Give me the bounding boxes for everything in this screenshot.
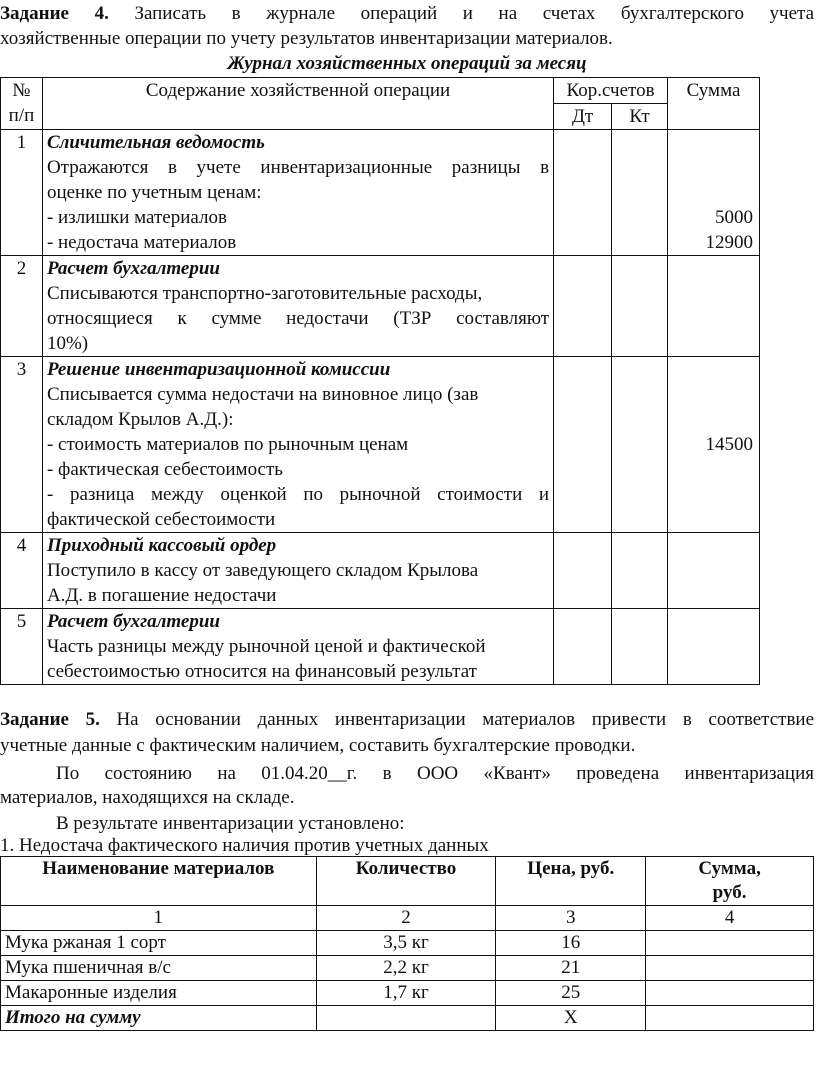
- header-quantity: Количество: [316, 857, 496, 906]
- column-number-row: [1, 906, 814, 931]
- row-line: Списываются транспортно-заготовительные расходы,: [46, 283, 483, 304]
- task4-line2: хозяйственные операции по учету результатов инвентаризации материалов.: [0, 28, 613, 49]
- row-dt: [554, 609, 612, 685]
- total-row: [1, 1006, 814, 1031]
- row-sum-value: 5000: [715, 207, 753, 228]
- row-dt: [554, 130, 612, 256]
- row-title: Расчет бухгалтерии: [46, 611, 220, 632]
- row-dt: [554, 256, 612, 357]
- header-content: Содержание хозяйственной операции: [42, 78, 553, 130]
- row-num: 2: [1, 256, 43, 357]
- row-sum: [668, 130, 760, 256]
- material-name: Мука пшеничная в/с: [1, 956, 317, 981]
- row-line: себестоимостью относится на финансовый результат: [46, 661, 477, 682]
- material-price: 21: [496, 956, 646, 981]
- row-line: - фактическая себестоимость: [46, 459, 283, 480]
- row-content: [42, 256, 553, 357]
- header-num-pp: п/п: [8, 105, 35, 126]
- total-price: Х: [496, 1006, 646, 1031]
- task4-label: Задание 4.: [0, 3, 109, 24]
- row-title: Сличительная ведомость: [46, 132, 265, 153]
- header-sum: Сумма: [668, 78, 760, 130]
- header-accounts: Кор.счетов: [554, 78, 668, 104]
- table-row: [1, 609, 760, 685]
- row-content: [42, 533, 553, 609]
- col-number: 2: [316, 906, 496, 931]
- task5-line2: учетные данные с фактическим наличием, составить бухгалтерские проводки.: [0, 735, 636, 756]
- row-line: 10%): [46, 333, 89, 354]
- row-dt: [554, 357, 612, 533]
- table-row: [1, 956, 814, 981]
- task5-para4: 1. Недостача фактического наличия против учетных данных: [0, 835, 489, 856]
- header-dt: Дт: [554, 104, 612, 130]
- task5-para2-line2: материалов, находящихся на складе.: [0, 787, 295, 808]
- row-content: [42, 130, 553, 256]
- row-line: - стоимость материалов по рыночным ценам: [46, 434, 409, 455]
- header-material-name: Наименование материалов: [1, 857, 317, 906]
- row-sum-value: 12900: [705, 232, 753, 253]
- row-num: 1: [1, 130, 43, 256]
- row-line: фактической себестоимости: [46, 509, 276, 530]
- row-line: Часть разницы между рыночной ценой и фактической: [46, 636, 486, 657]
- row-kt: [612, 357, 668, 533]
- row-line: оценке по учетным ценам:: [46, 182, 262, 203]
- col-number: 4: [646, 906, 814, 931]
- row-num: 4: [1, 533, 43, 609]
- header-sum: [646, 857, 814, 906]
- table-row: [1, 533, 760, 609]
- row-line: относящиеся к сумме недостачи (ТЗР составляют: [46, 308, 550, 329]
- col-number: 3: [496, 906, 646, 931]
- header-kt: Кт: [612, 104, 668, 130]
- row-num: 3: [1, 357, 43, 533]
- col-number: 1: [1, 906, 317, 931]
- row-num: 5: [1, 609, 43, 685]
- material-qty: 3,5 кг: [316, 931, 496, 956]
- row-kt: [612, 609, 668, 685]
- task4-text-line1: Записать в журнале операций и на счетах бухгалтерского учета: [134, 3, 815, 24]
- table-row: [1, 357, 760, 533]
- row-kt: [612, 256, 668, 357]
- header-sum-line1: Сумма,: [698, 858, 761, 879]
- header-num-sign: №: [12, 80, 31, 101]
- total-label: Итого на сумму: [1, 1006, 317, 1031]
- row-sum: [668, 256, 760, 357]
- row-kt: [612, 130, 668, 256]
- task5-text-line1: На основании данных инвентаризации материалов привести в соответствие: [116, 709, 815, 730]
- material-name: Мука ржаная 1 сорт: [1, 931, 317, 956]
- row-sum-value: 14500: [705, 434, 753, 455]
- shortage-header-row: [1, 857, 814, 906]
- header-num: [1, 78, 43, 130]
- row-content: [42, 609, 553, 685]
- journal-title: Журнал хозяйственных операций за месяц: [227, 53, 587, 74]
- journal-table: [0, 77, 760, 685]
- table-row: [1, 981, 814, 1006]
- task5-para3: В результате инвентаризации установлено:: [56, 813, 405, 834]
- row-line: Списывается сумма недостачи на виновное лицо (зав: [46, 384, 479, 405]
- row-title: Расчет бухгалтерии: [46, 258, 220, 279]
- table-row: [1, 931, 814, 956]
- material-sum: [646, 956, 814, 981]
- header-sum-line2: руб.: [712, 882, 747, 903]
- row-sum: [668, 357, 760, 533]
- total-sum: [646, 1006, 814, 1031]
- task5-para2-line1: По состоянию на 01.04.20__г. в ООО «Квант» проведена инвентаризация: [56, 763, 814, 784]
- material-price: 16: [496, 931, 646, 956]
- row-line: - разница между оценкой по рыночной стоимости и: [46, 484, 550, 505]
- material-qty: 1,7 кг: [316, 981, 496, 1006]
- row-sum: [668, 609, 760, 685]
- row-line: Отражаются в учете инвентаризационные разницы в: [46, 157, 550, 178]
- row-kt: [612, 533, 668, 609]
- task5-line1: [0, 708, 814, 732]
- table-row: [1, 256, 760, 357]
- journal-header-row: [1, 78, 760, 104]
- total-qty: [316, 1006, 496, 1031]
- row-line: Поступило в кассу от заведующего складом Крылова: [46, 560, 479, 581]
- material-sum: [646, 931, 814, 956]
- table-row: [1, 130, 760, 256]
- row-line: - излишки материалов: [46, 207, 227, 228]
- task4-line1: [0, 2, 814, 26]
- material-sum: [646, 981, 814, 1006]
- row-line: складом Крылов А.Д.):: [46, 409, 234, 430]
- material-qty: 2,2 кг: [316, 956, 496, 981]
- row-title: Решение инвентаризационной комиссии: [46, 359, 391, 380]
- row-line: - недостача материалов: [46, 232, 237, 253]
- row-content: [42, 357, 553, 533]
- material-price: 25: [496, 981, 646, 1006]
- material-name: Макаронные изделия: [1, 981, 317, 1006]
- task5-label: Задание 5.: [0, 709, 100, 730]
- shortage-table: [0, 856, 814, 1031]
- row-dt: [554, 533, 612, 609]
- header-price: Цена, руб.: [496, 857, 646, 906]
- row-line: А.Д. в погашение недостачи: [46, 585, 277, 606]
- row-sum: [668, 533, 760, 609]
- row-title: Приходный кассовый ордер: [46, 535, 277, 556]
